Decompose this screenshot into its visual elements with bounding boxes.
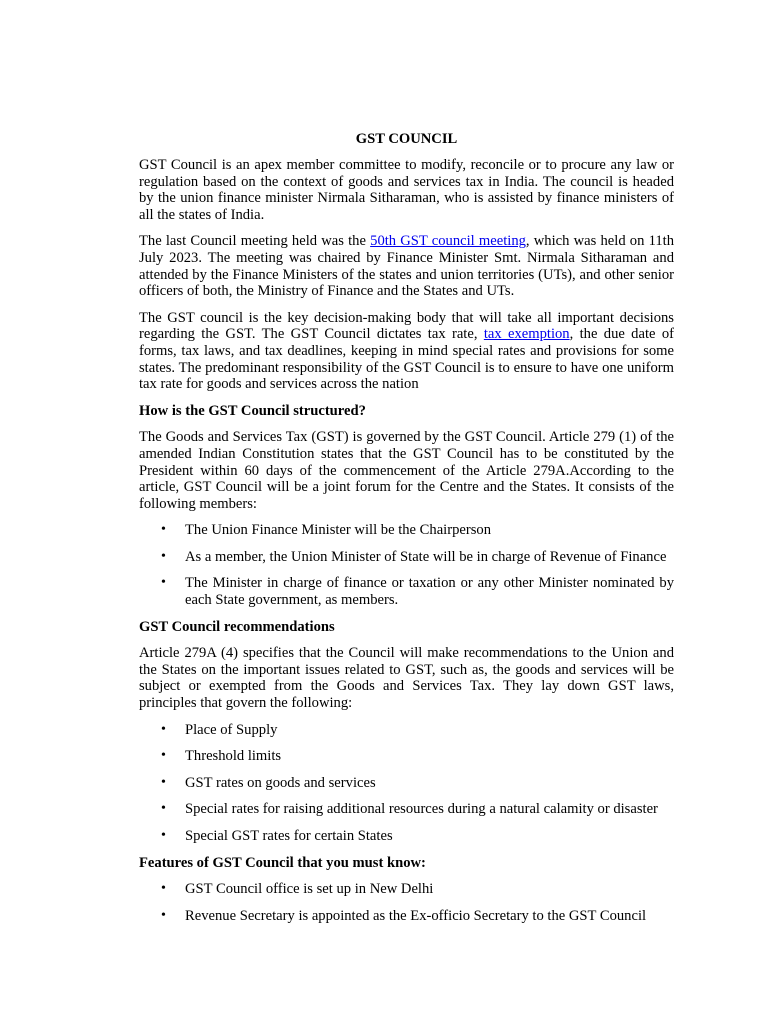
list-item: • Special GST rates for certain States <box>161 828 393 844</box>
intro-paragraph: GST Council is an apex member committee to modify, reconcile or to procure any law or regulation based on the context of goods and services tax in India. The council is headed by the union finance minister Nirmala Sitharaman, who is assisted by finance ministers of all the states of India. <box>139 157 674 223</box>
bullet-icon: • <box>161 801 166 817</box>
bullet-icon: • <box>161 774 166 790</box>
list-item: • The Union Finance Minister will be the Chairperson <box>161 522 491 539</box>
role-paragraph <box>139 310 674 393</box>
meeting-text-after: , which was held on 11th July 2023. The meeting was chaired by Finance Minister Smt. Nirmala Sitharaman and attended by the Finance Ministers of the states and union territories (UTs), and other senior officers of both, the Ministry of Finance and the States and UTs. <box>139 233 674 300</box>
role-text-after: , the due date of forms, tax laws, and tax deadlines, keeping in mind special rates and provisions for some states. The predominant responsibility of the GST Council is to ensure to have one uniform tax rate for goods and services across the nation <box>139 326 674 393</box>
members-list <box>139 522 674 608</box>
bullet-icon: • <box>161 548 166 564</box>
role-text-before: The GST council is the key decision-making body that will take all important decisions regarding the GST. The GST Council dictates tax rate, <box>139 309 674 343</box>
bullet-icon: • <box>161 881 166 897</box>
recommendations-heading: GST Council recommendations <box>139 618 335 635</box>
list-item: • GST Council office is set up in New Delhi <box>161 881 434 898</box>
list-item: • GST rates on goods and services <box>161 774 376 791</box>
list-item: • The Minister in charge of finance or taxation or any other Minister nominated by each State government, as members. <box>161 575 674 609</box>
structure-paragraph: The Goods and Services Tax (GST) is governed by the GST Council. Article 279 (1) of the amended Indian Constitution states that the GST Council has to be constituted by the President within 60 days of the commencement of the Article 279A.According to the article, GST Council will be a joint forum for the Centre and the States. It consists of the following members: <box>139 429 674 512</box>
document-page <box>139 130 674 934</box>
page-title: GST COUNCIL <box>355 131 458 147</box>
structure-heading: How is the GST Council structured? <box>139 402 366 419</box>
features-heading: Features of GST Council that you must know: <box>139 854 426 871</box>
bullet-icon: • <box>161 522 166 538</box>
list-item: • Revenue Secretary is appointed as the Ex-officio Secretary to the GST Council <box>161 907 647 924</box>
gst-council-meeting-link[interactable]: 50th GST council meeting <box>370 233 526 250</box>
tax-exemption-link[interactable]: tax exemption <box>483 326 570 343</box>
bullet-icon: • <box>161 748 166 764</box>
meeting-text-before: The last Council meeting held was the <box>139 233 371 250</box>
features-list <box>139 881 674 924</box>
bullet-icon: • <box>161 575 166 591</box>
list-item: • Special rates for raising additional resources during a natural calamity or disaster <box>161 801 658 818</box>
bullet-icon: • <box>161 721 166 737</box>
meeting-paragraph <box>139 233 674 299</box>
recommendations-list <box>139 722 674 845</box>
list-item: • Place of Supply <box>161 721 278 738</box>
bullet-icon: • <box>161 828 166 843</box>
recommendations-paragraph: Article 279A (4) specifies that the Council will make recommendations to the Union and the States on the important issues related to GST, such as, the goods and services will be subject or exempted from the Goods and Services Tax. They lay down GST laws, principles that govern the following: <box>139 645 674 712</box>
list-item: • Threshold limits <box>161 748 282 765</box>
bullet-icon: • <box>161 907 166 923</box>
list-item: • As a member, the Union Minister of State will be in charge of Revenue of Finance <box>161 548 667 565</box>
